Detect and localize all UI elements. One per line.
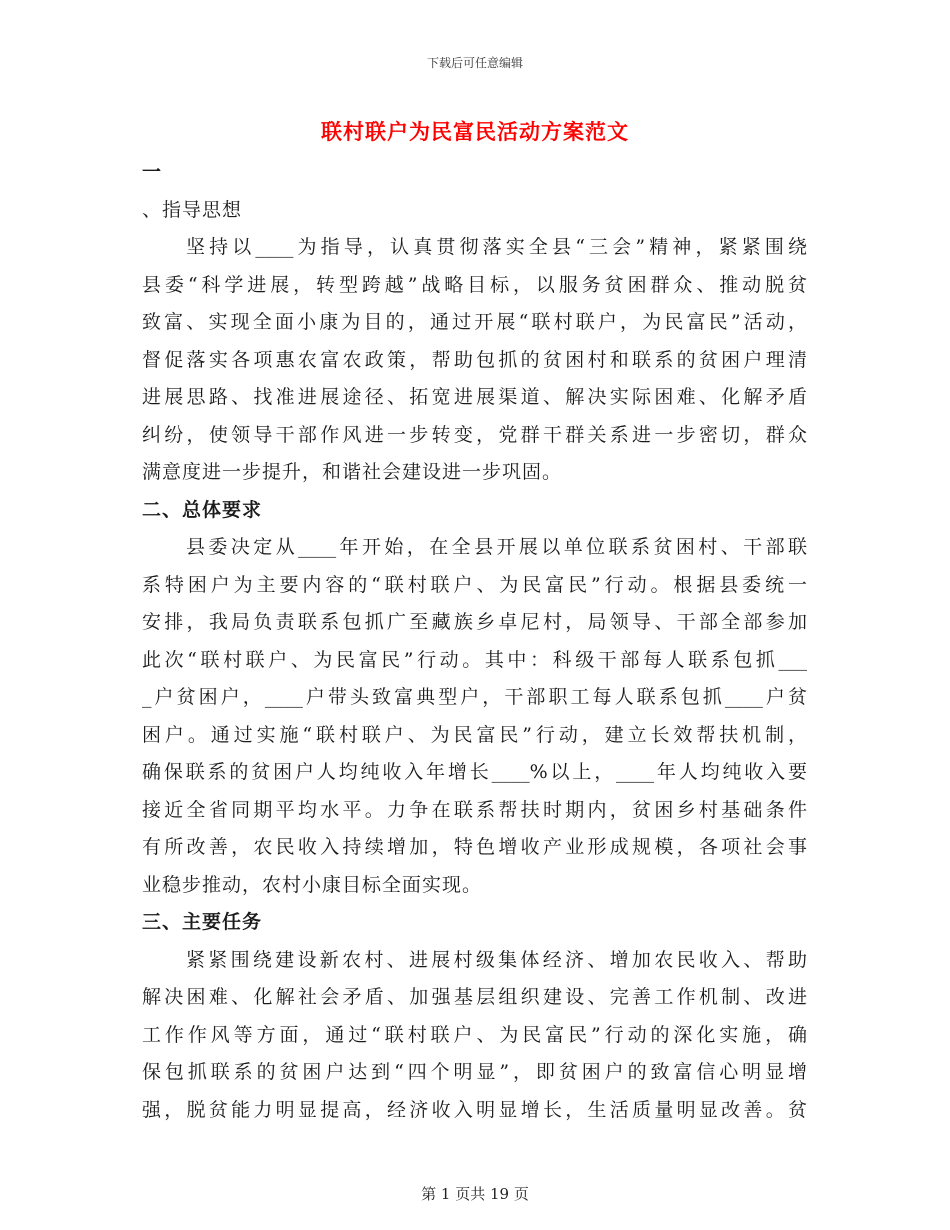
document-title: 联村联户为民富民活动方案范文 [321, 119, 629, 144]
paragraph-line: _户贫困户，____户带头致富典型户，干部职工每人联系包抓____户贫 [142, 686, 807, 708]
paragraph-line: 坚持以____为指导，认真贯彻落实全县“三会”精神，紧紧围绕 [186, 236, 807, 258]
paragraph-line: 督促落实各项惠农富农政策，帮助包抓的贫困村和联系的贫困户理清 [142, 348, 807, 371]
paragraph-line: 系特困户为主要内容的“联村联户、为民富民”行动。根据县委统一 [142, 573, 807, 596]
paragraph-line: 保包抓联系的贫困户达到“四个明显”，即贫困户的致富信心明显增 [142, 1061, 807, 1083]
paragraph-line: 此次“联村联户、为民富民”行动。其中：科级干部每人联系包抓___ [142, 648, 807, 671]
paragraph-line: 工作作风等方面，通过“联村联户、为民富民”行动的深化实施，确 [142, 1023, 807, 1046]
paragraph-line: 满意度进一步提升，和谐社会建设进一步巩固。 [142, 461, 563, 483]
page-footer: 第 1 页共 19 页 [421, 1185, 529, 1203]
section-1-heading: 、指导思想 [142, 198, 243, 221]
paragraph-line: 强，脱贫能力明显提高，经济收入明显增长，生活质量明显改善。贫 [142, 1098, 807, 1121]
paragraph-line: 困户。通过实施“联村联户、为民富民”行动，建立长效帮扶机制， [142, 723, 807, 746]
section-3-heading: 三、主要任务 [142, 911, 263, 933]
paragraph-line: 有所改善，农民收入持续增加，特色增收产业形成规模，各项社会事 [142, 836, 807, 858]
document-body [142, 154, 807, 1129]
paragraph-line: 县委决定从____年开始，在全县开展以单位联系贫困村、干部联 [186, 536, 807, 558]
paragraph-line: 解决困难、化解社会矛盾、加强基层组织建设、完善工作机制、改进 [142, 986, 807, 1008]
section-1-number: 一 [142, 161, 163, 183]
paragraph-line: 县委“科学进展，转型跨越”战略目标，以服务贫困群众、推动脱贫 [142, 273, 807, 296]
paragraph-line: 紧紧围绕建设新农村、进展村级集体经济、增加农民收入、帮助 [186, 948, 807, 971]
section-2-heading: 二、总体要求 [142, 498, 263, 521]
paragraph-line: 接近全省同期平均水平。力争在联系帮扶时期内，贫困乡村基础条件 [142, 798, 807, 821]
paragraph-line: 进展思路、找准进展途径、拓宽进展渠道、解决实际困难、化解矛盾 [142, 386, 807, 408]
paragraph-line: 业稳步推动，农村小康目标全面实现。 [142, 873, 483, 896]
paragraph-line: 确保联系的贫困户人均纯收入年增长____%以上，____年人均纯收入要 [142, 761, 807, 783]
header-note: 下载后可任意编辑 [426, 56, 523, 70]
paragraph-line: 致富、实现全面小康为目的，通过开展“联村联户，为民富民”活动， [142, 311, 807, 333]
paragraph-line: 纠纷，使领导干部作风进一步转变，党群干群关系进一步密切，群众 [142, 423, 807, 446]
paragraph-line: 安排，我局负责联系包抓广至藏族乡卓尼村，局领导、干部全部参加 [142, 611, 807, 633]
